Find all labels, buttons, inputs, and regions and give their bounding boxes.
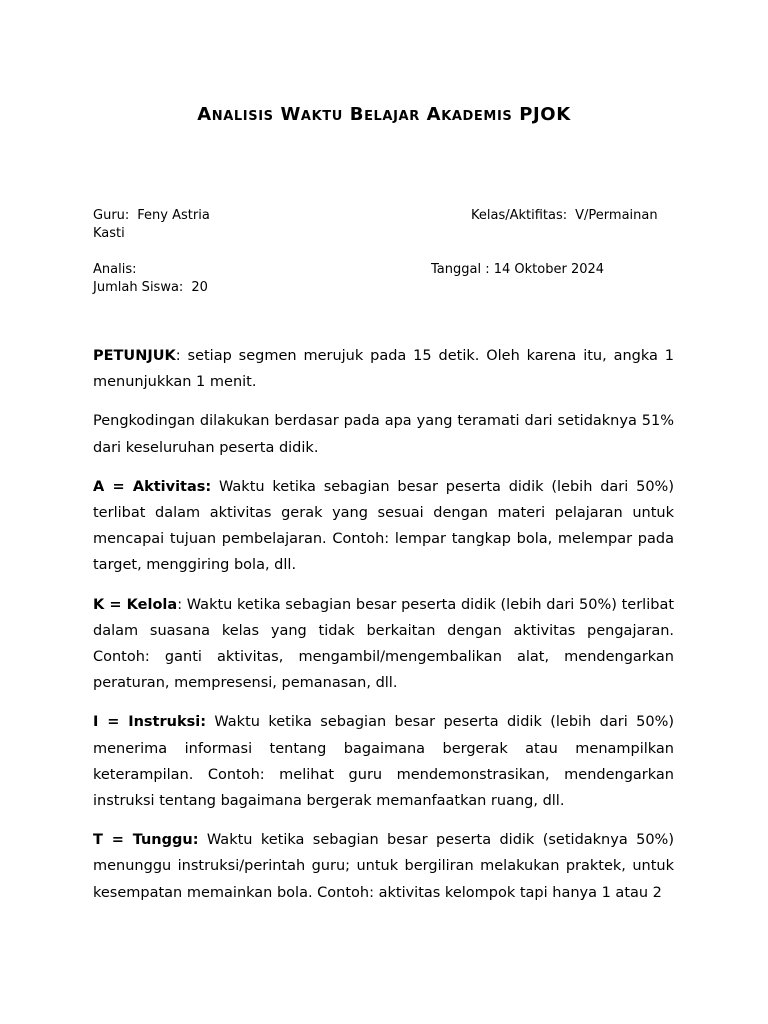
jumlah-siswa-value: 20 [191,280,208,295]
petunjuk-paragraph [93,343,674,395]
tunggu-label: T = Tunggu: [93,832,199,849]
jumlah-siswa-field [93,279,208,297]
kelas-value-wrap: Kasti [93,226,125,241]
pengkodingan-text: Pengkodingan dilakukan berdasar pada apa yang teramati dari setidaknya 51% dari keseluruhan peserta didik. [93,413,674,456]
kelas-field [471,207,658,225]
tanggal-field [431,261,604,279]
instructions-body [93,343,674,919]
kelola-label: K = Kelola [93,596,178,613]
tanggal-value: 14 Oktober 2024 [493,262,605,277]
aktivitas-text: Waktu ketika sebagian besar peserta didik (lebih dari 50%) terlibat dalam aktivitas gerak yang sesuai dengan materi pelajaran untuk mencapai tujuan pembelajaran. Contoh: lempar tangkap bola, melempar pada target, menggiring bola, dll. [93,478,674,574]
instruksi-text: Waktu ketika sebagian besar peserta didik (lebih dari 50%) menerima informasi tentang bagaimana bergerak atau menampilkan keterampilan. Contoh: melihat guru mendemonstrasikan, mendengarkan instruksi tentang bagaimana bergerak memanfaatkan ruang, dll. [93,714,674,810]
guru-label: Guru: [93,208,130,223]
kelas-value: V/Permainan [575,208,658,223]
jumlah-siswa-label: Jumlah Siswa: [93,280,184,295]
petunjuk-label: PETUNJUK [93,348,176,364]
guru-field [93,207,210,225]
aktivitas-paragraph [93,474,674,579]
pengkodingan-paragraph [93,408,674,460]
document-title: Analisis Waktu Belajar Akademis PJOK [197,104,571,125]
kelas-label: Kelas/Aktifitas: [471,208,568,223]
tunggu-text: Waktu ketika sebagian besar peserta didik (setidaknya 50%) menunggu instruksi/perintah guru; untuk bergiliran melakukan praktek, untuk kesempatan memainkan bola. Contoh: aktivitas kelompok tapi hanya 1 atau 2 [93,832,674,901]
guru-value: Feny Astria [137,208,210,223]
aktivitas-label: A = Aktivitas: [93,478,212,495]
tanggal-label: Tanggal : [431,262,490,277]
kelola-paragraph [93,592,674,697]
petunjuk-text: : setiap segmen merujuk pada 15 detik. Oleh karena itu, angka 1 menunjukkan 1 menit. [93,348,674,391]
kelola-text: : Waktu ketika sebagian besar peserta didik (lebih dari 50%) terlibat dalam suasana kelas yang tidak berkaitan dengan aktivitas pengajaran. Contoh: ganti aktivitas, mengambil/mengembalikan alat, mendengarkan peraturan, mempresensi, pemanasan, dll. [93,596,675,692]
instruksi-paragraph [93,709,674,814]
tunggu-paragraph [93,827,674,906]
analis-label: Analis: [93,262,137,277]
instruksi-label: I = Instruksi: [93,714,206,731]
